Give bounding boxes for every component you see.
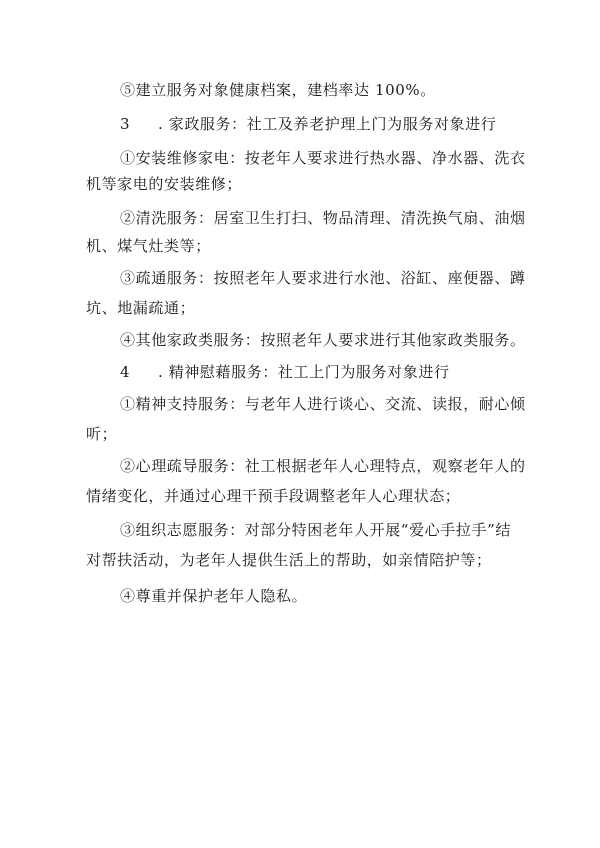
s3-item1-line2: 机等家电的安装维修； bbox=[86, 175, 243, 193]
s3-item4-line1: ④其他家政类服务：按照老年人要求进行其他家政类服务。 bbox=[120, 331, 526, 349]
section-4-title: . 精神慰藉服务：社工上门为服务对象进行 bbox=[158, 363, 450, 381]
s4-item3-line2: 对帮扶活动，为老年人提供生活上的帮助，如亲情陪护等； bbox=[86, 551, 492, 569]
s3-item3-line2: 坑、地漏疏通； bbox=[86, 299, 196, 317]
archive-item: ⑤建立服务对象健康档案，建档率达 100%。 bbox=[120, 81, 436, 99]
section-4-number: 4 bbox=[120, 363, 131, 381]
s3-item2-line1: ②清洗服务：居室卫生打扫、物品清理、清洗换气扇、油烟 bbox=[120, 209, 526, 227]
s4-item1-line1: ①精神支持服务：与老年人进行谈心、交流、读报，耐心倾 bbox=[120, 395, 526, 413]
section-3-title: . 家政服务：社工及养老护理上门为服务对象进行 bbox=[158, 115, 497, 133]
s3-item3-line1: ③疏通服务：按照老年人要求进行水池、浴缸、座便器、蹲 bbox=[120, 269, 526, 287]
s4-item1-line2: 听； bbox=[86, 425, 118, 443]
s4-item4-line1: ④尊重并保护老年人隐私。 bbox=[120, 587, 308, 605]
section-4-heading bbox=[120, 362, 450, 382]
s4-item3-line1: ③组织志愿服务：对部分特困老年人开展“爱心手拉手”结 bbox=[120, 521, 511, 539]
s4-item2-line1: ②心理疏导服务：社工根据老年人心理特点，观察老年人的 bbox=[120, 457, 526, 475]
s3-item2-line2: 机、煤气灶类等； bbox=[86, 237, 211, 255]
section-3-number: 3 bbox=[120, 115, 131, 133]
s3-item1-line1: ①安装维修家电：按老年人要求进行热水器、净水器、洗衣 bbox=[120, 149, 526, 167]
s4-item2-line2: 情绪变化，并通过心理干预手段调整老年人心理状态； bbox=[86, 487, 461, 505]
section-3-heading bbox=[120, 114, 496, 134]
